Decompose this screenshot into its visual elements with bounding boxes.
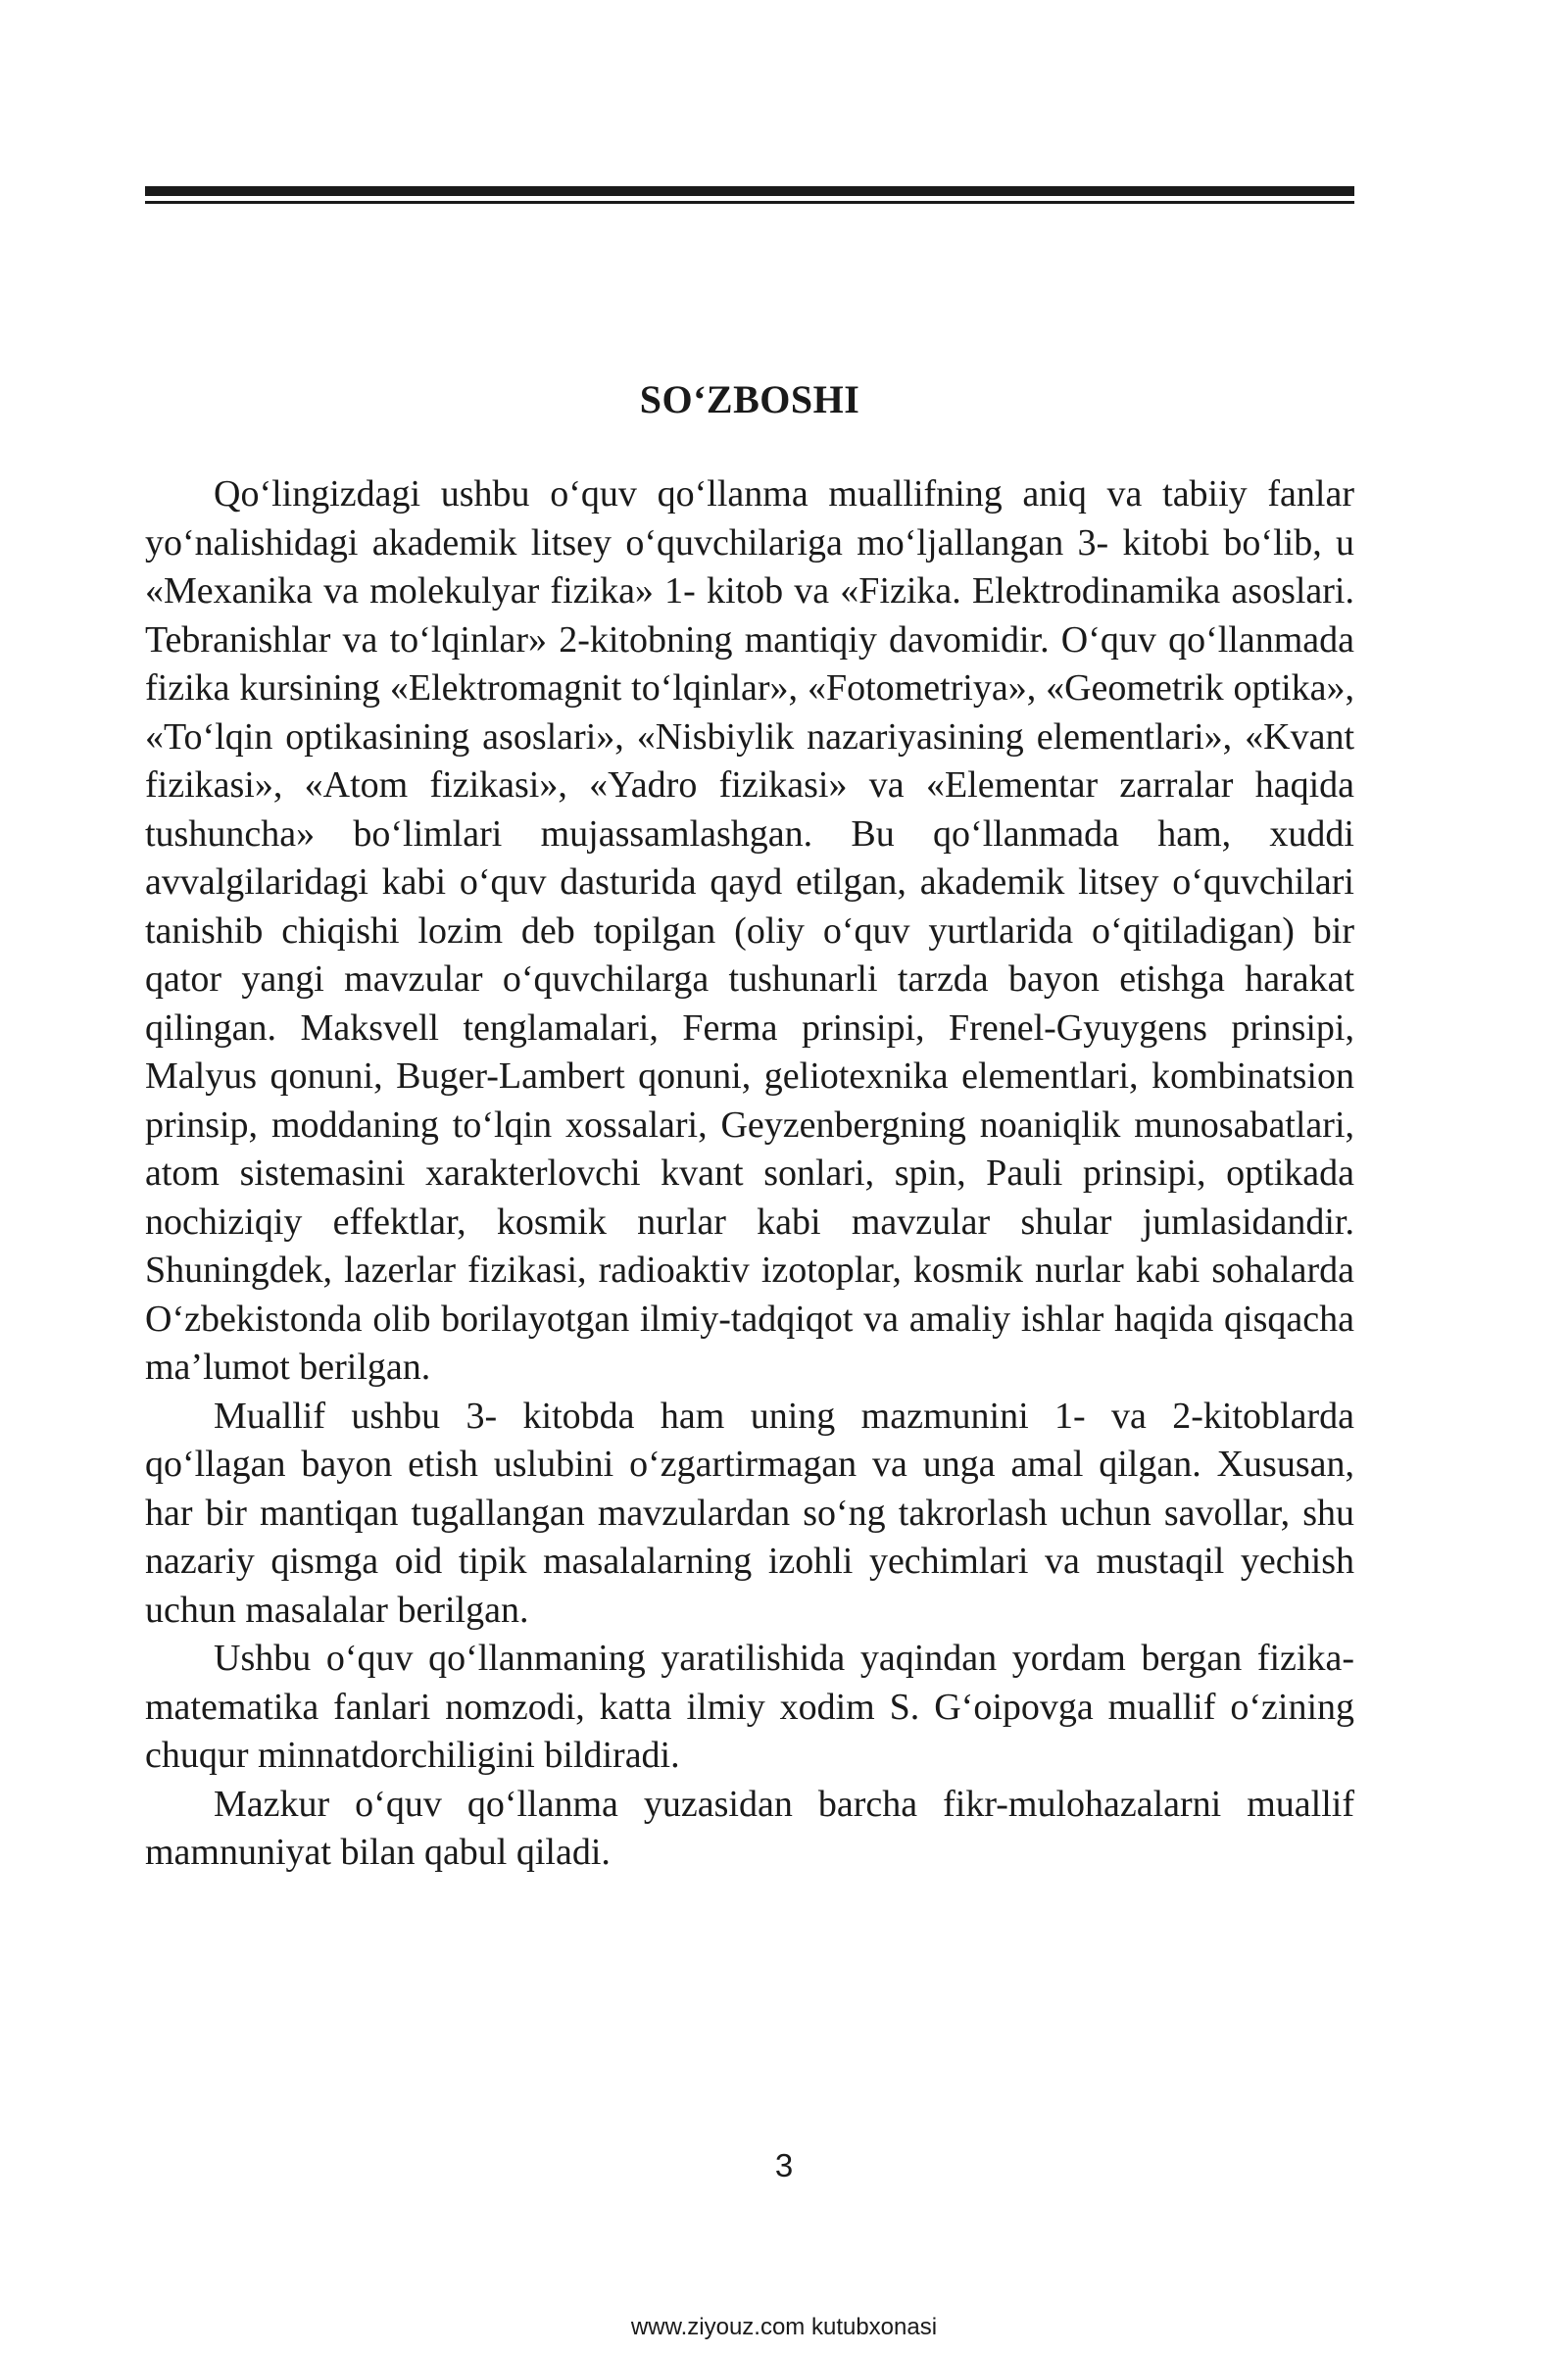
page-title: SO‘ZBOSHI (639, 377, 860, 421)
paragraph: Mazkur o‘quv qo‘llanma yuzasidan barcha fikr-mulohazalarni muallif mamnuniyat bilan qabul qiladi. (145, 1783, 1354, 1873)
header-rule-thin (145, 201, 1354, 204)
paragraph: Muallif ushbu 3- kitobda ham uning mazmunini 1- va 2-kitoblarda qo‘llagan bayon etish uslubini o‘zgartirmagan va unga amal qilgan. Xususan, har bir mantiqan tugallangan mavzulardan so‘ng takrorlash uchun savollar, shu nazariy qismga oid tipik masalalarning izohli yechimlari va mustaqil yechish uchun masalalar berilgan. (145, 1395, 1354, 1631)
paragraph: Ushbu o‘quv qo‘llanmaning yaratilishida yaqindan yordam bergan fizika-matematika fanlari nomzodi, katta ilmiy xodim S. G‘oipovga muallif o‘zining chuqur minnatdorchiligini bildiradi. (145, 1638, 1354, 1776)
paragraph: Qo‘lingizdagi ushbu o‘quv qo‘llanma muallifning aniq va tabiiy fanlar yo‘nalishidagi akademik litsey o‘quvchilariga mo‘ljallangan 3- kitobi bo‘lib, u «Mexanika va molekulyar fizika» 1- kitob va «Fizika. Elektrodinamika asoslari. Tebranishlar va to‘lqinlar» 2-kitobning mantiqiy davomidir. O‘quv qo‘llanmada fizika kursining «Elektromagnit to‘lqinlar», «Fotometriya», «Geometrik optika», «To‘lqin optikasining asoslari», «Nisbiylik nazariyasining elementlari», «Kvant fizikasi», «Atom fizikasi», «Yadro fizikasi» va «Elementar zarralar haqida tushuncha» bo‘limlari mujassamlashgan. Bu qo‘llanmada ham, xuddi avvalgilaridagi kabi o‘quv dasturida qayd etilgan, akademik litsey o‘quvchilari tanishib chiqishi lozim deb topilgan (oliy o‘quv yurtlarida o‘qitiladigan) bir qator yangi mavzular o‘quvchilarga tushunarli tarzda bayon etishga harakat qilingan. Maksvell tenglamalari, Ferma prinsipi, Frenel-Gyuygens prinsipi, Malyus qonuni, Buger-Lambert qonuni, geliotexnika elementlari, kombinatsion prinsip, moddaning to‘lqin xossalari, Geyzenbergning noaniqlik munosabatlari, atom sistemasini xarakterlovchi kvant sonlari, spin, Pauli prinsipi, optikada nochiziqiy effektlar, kosmik nurlar kabi mavzular shular jumlasidandir. Shuningdek, lazerlar fizikasi, radioaktiv izotoplar, kosmik nurlar kabi sohalarda O‘zbekistonda olib borilayotgan ilmiy-tadqiqot va amaliy ishlar haqida qisqacha ma’lumot berilgan. (145, 473, 1354, 1388)
page-number: 3 (774, 2147, 794, 2183)
source-watermark: www.ziyouz.com kutubxonasi (630, 2314, 938, 2340)
body-text (145, 470, 1354, 1878)
header-rule-thick (145, 186, 1354, 196)
